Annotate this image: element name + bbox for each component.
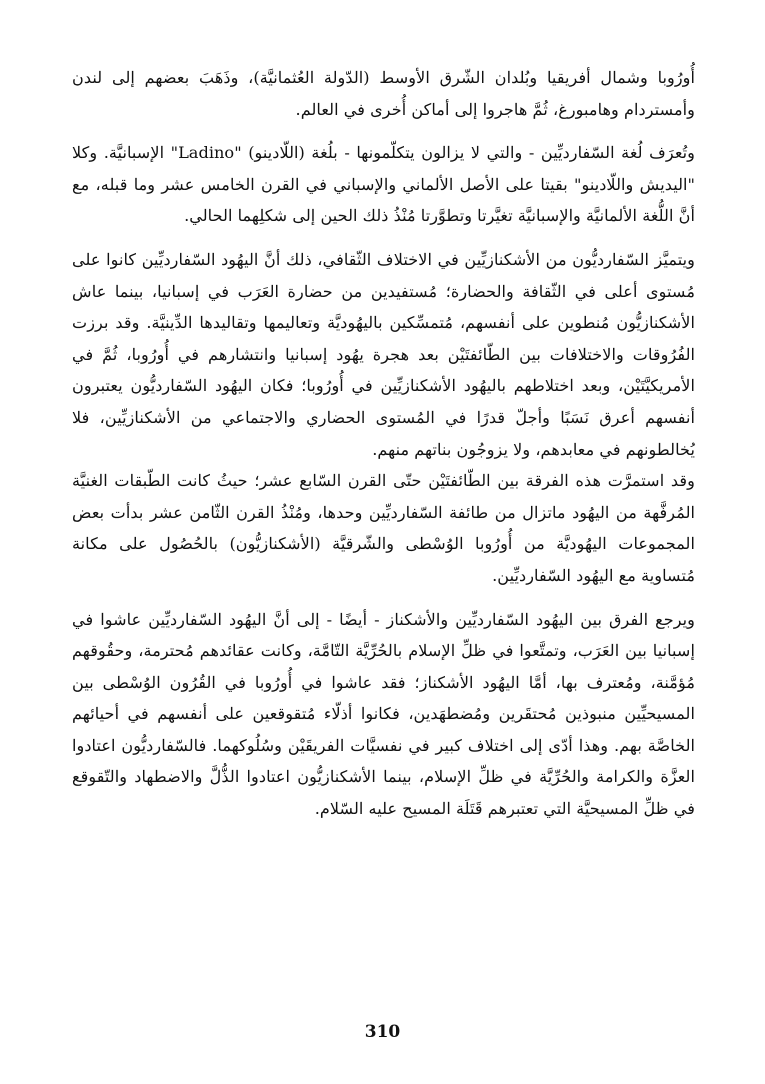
paragraph-cultural-difference: ويتميَّز السّفارديُّون من الأشكنازيِّين في الاختلاف الثّقافي، ذلك أنَّ اليهُود السّفارديِّين كانوا على مُستوى أعلى في الثّقافة والحضارة؛ مُستفيدين من حضارة العَرَب في إسبانيا، بينما عاش الأشكنازيُّون مُنطوين على أنفسهم، مُتمسِّكين باليهُوديَّة وتعاليمها وتقاليدها الدِّينيَّة. وقد برزت الفُرُوقات والاختلافات بين الطّائفتَيْن بعد هجرة يهُود إسبانيا وانتشارهم في أُورُوبا، ثُمَّ في الأمريكيَّتَيْن، وبعد اختلاطهم باليهُود الأشكنازيِّين في أُورُوبا؛ فكان اليهُود السّفارديُّون يعتبرون أنفسهم أعرق نَسَبًا وأجلّ قدرًا في المُستوى الحضاري والاجتماعي من الأشكنازيِّين، فلا يُخالطونهم في معابدهم، ولا يزوجُون بناتهم منهم. (72, 249, 695, 459)
paragraph-continuation: أُورُوبا وشمال أفريقيا وبُلدان الشّرق الأوسط (الدّولة العُثمانيَّة)، وذَهَبَ بعضهم إلى لندن وأمستردام وهامبورغ، ثُمَّ هاجروا إلى أماكن أُخرى في العالم. (72, 68, 695, 119)
paragraph-separation-continued: وقد استمرَّت هذه الفرقة بين الطّائفتَيْن حتّى القرن السّابع عشر؛ حيثُ كانت الطّبقات الغنيَّة المُرفَّهة من اليهُود ماتزال من طائفة السّفارديِّين وحدها، ومُنْذُ القرن الثّامن عشر بدأت بعض المجموعات اليهُوديَّة من أُورُوبا الوُسْطى والشّرقيَّة (الأشكنازيُّون) بالحُصُول على مكانة مُتساوية مع اليهُود السّفارديِّين. (72, 471, 695, 585)
paragraph-difference-origin: ويرجع الفرق بين اليهُود السّفارديِّين والأشكناز - أيضًا - إلى أنَّ اليهُود السّفارديِّين عاشوا في إسبانيا بين العَرَب، وتمتَّعوا في ظلِّ الإسلام بالحُرِّيَّة التّامَّة، وكانت عقائدهم مُحترمة، وحقُوقهم مُؤمَّنة، ومُعترف بها، أمَّا اليهُود الأشكناز؛ فقد عاشوا في أُورُوبا في القُرُون الوُسْطى بين المسيحيِّين منبوذين مُحتقَرين ومُضطهَدين، فكانوا أذلّاء مُتقوقعين على أنفسهم في أحيائهم الخاصَّة بهم. وهذا أدّى إلى اختلاف كبير في نفسيَّات الفريقَيْن وسُلُوكهما. فالسّفارديُّون اعتادوا العزَّة والكرامة والحُرِّيَّة في ظلِّ الإسلام، بينما الأشكنازيُّون اعتادوا الذُّلَّ والاضطهاد والتّقوقع في ظلِّ المسيحيَّة التي تعتبرهم قَتَلَة المسيح عليه السّلام. (72, 609, 695, 819)
page-number: 310 (364, 1022, 401, 1042)
paragraph-ladino-language: وتُعرَف لُغة السّفارديِّين - والتي لا يزالون يتكلّمونها - بلُغة (اللّادينو) "Ladino" الإسبانيَّة. وكلا "اليديش واللّادينو" بقيتا على الأصل الألماني والإسباني في القرن الخامس عشر وما قبله، مع أنَّ اللُّغة الألمانيَّة والإسبانيَّة تغيَّرتا وتطوَّرتا مُنْذُ ذلك الحين إلى شكلِهما الحالي. (72, 143, 695, 226)
body-text (72, 62, 695, 825)
